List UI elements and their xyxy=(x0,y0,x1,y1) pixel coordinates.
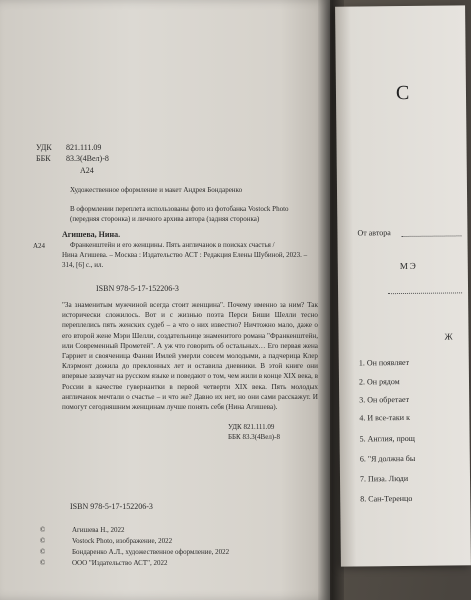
copyright-text: Бондаренко А.Л., художественное оформление, 2022 xyxy=(72,548,230,556)
isbn-bottom: ISBN 978-5-17-152206-3 xyxy=(70,502,153,511)
copyright-symbol: © xyxy=(40,559,46,567)
biblio-line-1: Франкенштейн и его женщины. Пять англичанок в поисках счастья / xyxy=(70,241,275,249)
toc-entry: 6. "Я должна бы xyxy=(359,453,416,464)
isbn-top: ISBN 978-5-17-152206-3 xyxy=(96,284,179,293)
udk-bottom: УДК 821.111.09 xyxy=(228,423,275,431)
copyright-text: Vostock Photo, изображение, 2022 xyxy=(72,537,173,545)
toc-entry: 4. И все-таки к xyxy=(359,412,411,423)
annotation-paragraph: "За знаменитым мужчиной всегда стоит женщина". Почему именно за ним? Так исторически сложилось. Вот и с жизнью поэта Перси Биши Шелли тесно переплелись пять женских судеб – а что о них известно? Ничтожно мало, даже о его второй жене Мэри Шелли, создательнице знаменитого романа "Франкенштейн, или Современный Прометей". А уж что говорить об остальных… Его первая жена Гарриет и свояченица Фанни Имлей умерли совсем молодыми, а падчерица Клер Клэрмонт дожила до преклонных лет и оставила дневники. В этой книге они впервые зазвучат на русском языке и поведают о том, чем жили в конце XIX века, в России в качестве гувернантки в первой четверти XIX века. Пять молодых англичанок мечтали о счастье – и что же? Давно их нет, но они сами расскажут. И помогут сегодняшним женщинам лучше понять себя (Нина Агишева). xyxy=(62,301,318,412)
design-credit: Художественное оформление и макет Андрея Бондаренко xyxy=(70,186,243,194)
bbk-value: 83.3(4Вел)-8 xyxy=(66,154,109,163)
author-name: Агишева, Нина. xyxy=(62,230,121,239)
copyright-symbol: © xyxy=(40,548,46,556)
udk-value: 821.111.09 xyxy=(66,143,102,152)
copyright-row xyxy=(40,548,310,558)
dotted-leader xyxy=(401,235,461,237)
right-page xyxy=(335,5,471,566)
toc-entry: 7. Пиза. Люди xyxy=(359,473,409,484)
toc-entry: 3. Он обретает xyxy=(359,394,410,405)
cover-credit-line-2: (передняя сторонка) и личного архива автора (задняя сторонка) xyxy=(70,215,260,223)
section-heading-fragment: Ж xyxy=(444,331,453,342)
copyright-symbol: © xyxy=(40,537,46,545)
biblio-line-2: Нина Агишева. – Москва : Издательство АСТ : Редакция Елены Шубиной, 2023. – xyxy=(62,251,308,259)
toc-entry: 5. Англия, прощ xyxy=(359,433,415,444)
copyright-symbol: © xyxy=(40,526,46,534)
from-author-entry: От автора xyxy=(357,228,391,238)
udk-label: УДК xyxy=(36,143,52,152)
copyright-row xyxy=(40,537,310,547)
toc-entry: 1. Он появляет xyxy=(358,357,410,368)
biblio-line-3: 314, [6] с., ил. xyxy=(62,261,104,269)
copyright-text: Агишева Н., 2022 xyxy=(72,526,125,534)
contents-title-fragment: С xyxy=(395,81,410,105)
copyright-row xyxy=(40,526,310,536)
bbk-label: ББК xyxy=(36,154,51,163)
part-heading-fragment: МЭ xyxy=(399,260,418,272)
copyright-row xyxy=(40,559,310,569)
dotted-leader xyxy=(388,292,462,294)
bbk-bottom: ББК 83.3(4Вел)-8 xyxy=(228,433,280,441)
author-mark: А24 xyxy=(80,166,94,175)
toc-entry: 2. Он рядом xyxy=(358,377,400,387)
margin-mark: А24 xyxy=(33,242,46,250)
cover-credit-line-1: В оформлении переплета использованы фото из фотобанка Vostock Photo xyxy=(70,205,289,213)
copyright-text: ООО "Издательство АСТ", 2022 xyxy=(72,559,168,567)
toc-entry: 8. Сан-Теренцо xyxy=(360,493,413,504)
